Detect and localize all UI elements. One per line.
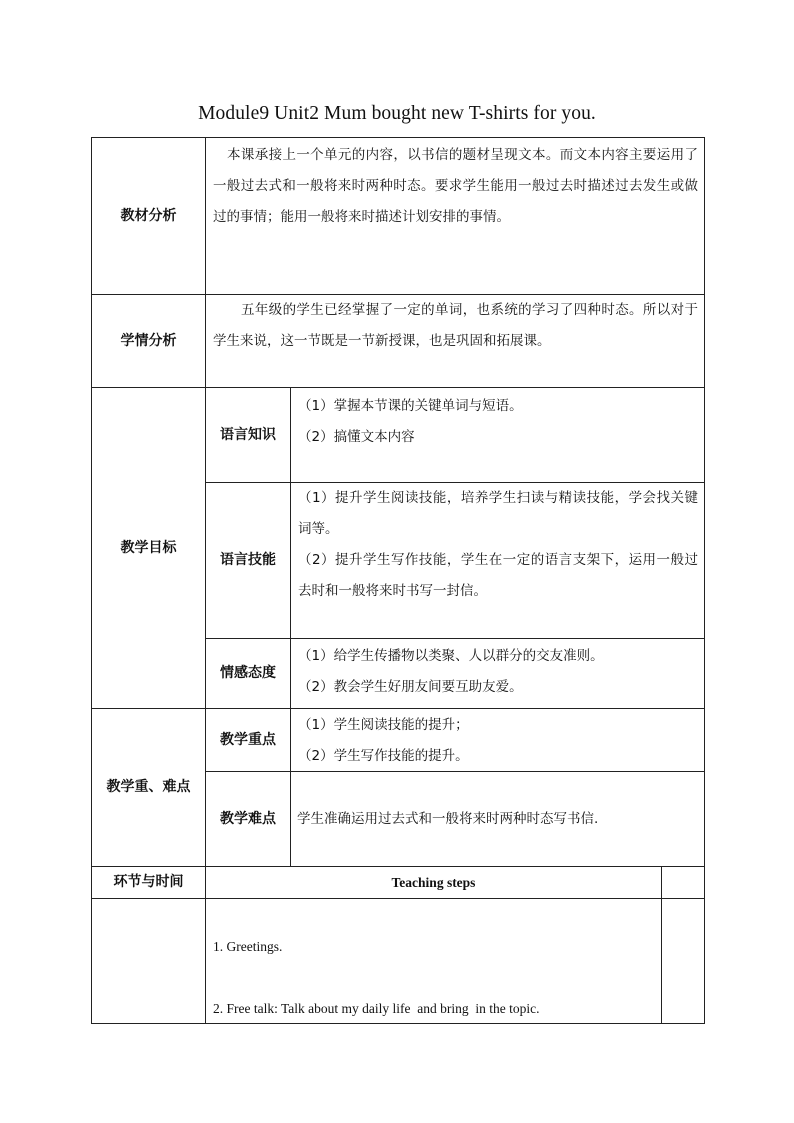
language-skills-item-1: （1）提升学生阅读技能，培养学生扫读与精读技能，学会找关键词等。: [298, 490, 698, 537]
lesson-plan-table: [91, 137, 705, 1024]
teaching-steps-header: Teaching steps: [391, 875, 476, 890]
language-skills-content: [291, 483, 704, 638]
difficult-points-label: 教学难点: [220, 810, 276, 827]
learner-analysis-text: 五年级的学生已经掌握了一定的单词，也系统的学习了四种时态。所以对于学生来说，这一节既是一节新授课，也是巩固和拓展课。: [213, 302, 698, 349]
difficult-points-text: 学生准确运用过去式和一般将来时两种时态写书信.: [297, 810, 599, 827]
language-knowledge-item-1: （1）掌握本节课的关键单词与短语。: [298, 398, 523, 414]
key-points-item-1: （1）学生阅读技能的提升；: [298, 717, 469, 733]
language-skills-label: 语言技能: [220, 552, 276, 568]
key-points-label: 教学重点: [220, 731, 276, 748]
key-difficult-label: 教学重、难点: [106, 779, 191, 795]
step-item: 2. Free talk: Talk about my daily life and bring in the topic.: [213, 1001, 540, 1016]
document-title: Module9 Unit2 Mum bought new T-shirts for you.: [198, 103, 596, 124]
learner-analysis-label: 学情分析: [120, 332, 177, 349]
step-item: 1. Greetings.: [213, 939, 283, 954]
language-knowledge-label: 语言知识: [220, 426, 276, 443]
language-knowledge-item-2: （2）搞懂文本内容: [298, 429, 415, 445]
phase-time-header: 环节与时间: [113, 874, 184, 890]
language-knowledge-content: [291, 391, 704, 481]
attitude-item-2: （2）教会学生好朋友间要互助友爱。: [298, 679, 523, 695]
material-analysis-text: 本课承接上一个单元的内容，以书信的题材呈现文本。而文本内容主要运用了一般过去式和一般将来时两种时态。要求学生能用一般过去时描述过去发生或做过的事情；能用一般将来时描述计划安排的事情。: [213, 147, 698, 225]
steps-extra-header: [662, 867, 704, 898]
material-analysis-label: 教材分析: [120, 207, 177, 224]
key-points-item-2: （2）学生写作技能的提升。: [298, 748, 469, 764]
attitude-content: [291, 641, 704, 708]
language-skills-item-2: （2）提升学生写作技能，学生在一定的语言支架下，运用一般过去时和一般将来时书写一封信。: [298, 552, 698, 599]
attitude-label: 情感态度: [220, 665, 276, 681]
attitude-item-1: （1）给学生传播物以类聚、人以群分的交友准则。: [298, 648, 604, 664]
teaching-goals-label: 教学目标: [120, 539, 177, 556]
key-points-content: [291, 710, 704, 771]
